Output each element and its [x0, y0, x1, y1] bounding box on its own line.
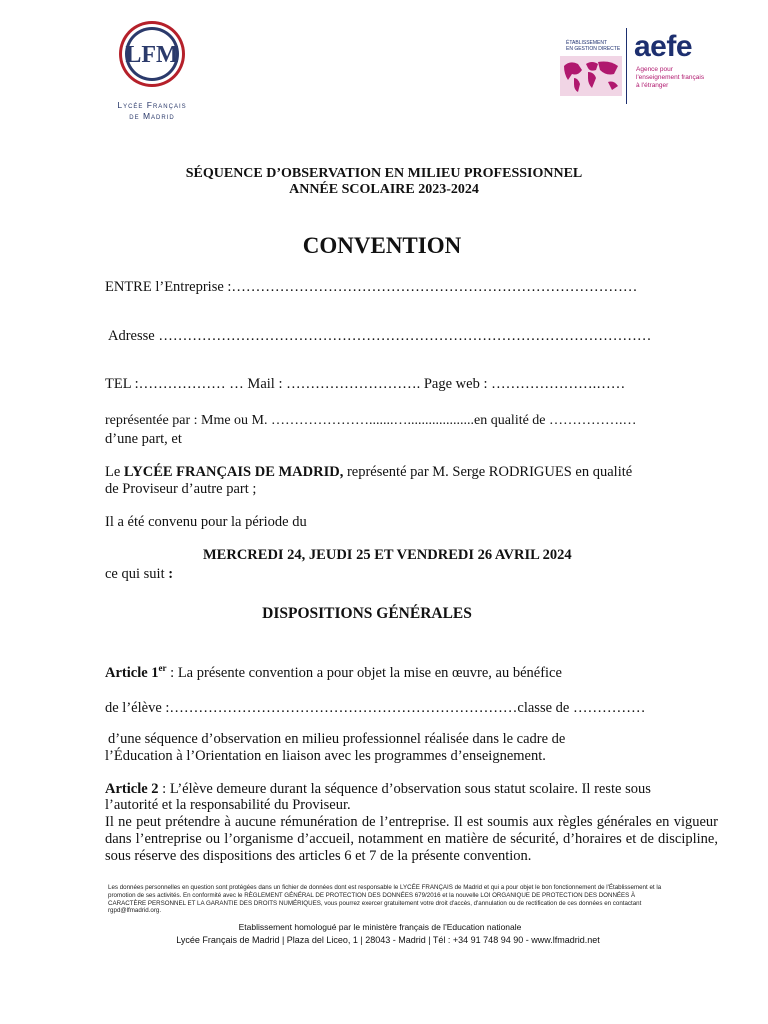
ce-qui-suit [105, 566, 173, 583]
aefe-desc-line1: Agence pour [636, 66, 673, 73]
lycee-rest: représenté par M. Serge RODRIGUES en qualité [343, 464, 633, 480]
representee-field: représentée par : Mme ou M. ………………….......…...................en qualité de …………….… [105, 413, 637, 428]
article-1-line [105, 665, 562, 682]
title-line1: SÉQUENCE D’OBSERVATION EN MILIEU PROFESSIONNEL [185, 166, 583, 181]
article-2-line1: : L’élève demeure durant la séquence d’observation sous statut scolaire. Il reste sous [158, 781, 651, 797]
article-2-label: Article 2 [105, 781, 159, 797]
lfm-name-line1: Lycée Français [117, 100, 187, 110]
aefe-desc-line3: à l'étranger [636, 82, 669, 89]
aefe-desc-line2: l'enseignement français [636, 74, 705, 81]
lycee-line [105, 464, 632, 481]
article-1-seq2: l’Éducation à l’Orientation en liaison avec les programmes d’enseignement. [105, 748, 546, 764]
article-2-line [105, 781, 651, 798]
aefe-brand: aefe [634, 30, 693, 63]
aefe-divider [626, 28, 627, 104]
title-line2: ANNÉE SCOLAIRE 2023-2024 [289, 182, 479, 197]
article-1-seq1: d’une séquence d’observation en milieu professionnel réalisée dans le cadre de [108, 731, 566, 747]
adresse-field: Adresse ………………………………………………………………………………………… [108, 328, 652, 344]
homologation-text: Etablissement homologué par le ministère français de l'Education nationale [238, 922, 522, 932]
world-map-icon [560, 56, 622, 96]
privacy-notice: Les données personnelles en question sont protégées dans un fichier de données dont est responsable le LYCÉE FRANÇAIS de Madrid et qui a pour objet le bon fonctionnement de l'Établissement et la promotion de ses activités. En conformité avec le RÈGLEMENT GÉNÉRAL DE PROTECTION DES DONNÉES 679/2016 et la nouvelle LOI ORGANIQUE DE PROTECTION DES DONNÉES À CARACTÈRE PERSONNEL ET LA GARANTIE DES DROITS NUMÉRIQUES, vous pourrez exercer gratuitement votre droit d'accès, d'annulation ou de rectification de ces données en contactant rgpd@lfmadrid.org. [108, 884, 662, 915]
dates-text: MERCREDI 24, JEUDI 25 ET VENDREDI 26 AVRIL 2024 [203, 547, 572, 563]
lfm-logo-letters: LFM [125, 42, 179, 68]
ce-qui-suit-text: ce qui suit [105, 566, 169, 582]
lycee-prefix: Le [105, 464, 124, 480]
lfm-name-line2: de Madrid [129, 111, 175, 121]
une-part-text: d’une part, et [105, 431, 182, 447]
page-title: CONVENTION [302, 233, 462, 258]
contact-field: TEL :……………… … Mail : ………………………. Page web : ………………….…… [105, 376, 626, 392]
entreprise-field: ENTRE l’Entreprise :………………………………………………………………………… [105, 279, 638, 295]
lfm-emblem-icon [106, 18, 206, 90]
aefe-logo [556, 26, 726, 106]
footer-address: Lycée Français de Madrid | Plaza del Liceo, 1 | 28043 - Madrid | Tél : +34 91 748 94 90 - www.lfmadrid.net [176, 935, 600, 945]
eleve-field: de l’élève :………………………………………………………………classe de …………… [105, 700, 646, 716]
article-2-paragraph: Il ne peut prétendre à aucune rémunération de l’entreprise. Il est soumis aux règles générales en vigueur dans l’entreprise ou l’organisme d’accueil, notamment en matière de sécurité, d’horaires et de discipline, sous réserve des dispositions des articles 6 et 7 de la présente convention. [105, 814, 718, 864]
article-1-label: Article 1 [105, 665, 159, 681]
aefe-tag-line2: EN GESTION DIRECTE [566, 46, 621, 52]
convenu-text: Il a été convenu pour la période du [105, 514, 307, 530]
article-1-text: : La présente convention a pour objet la mise en œuvre, au bénéfice [166, 665, 562, 681]
article-1-sup: er [158, 663, 167, 674]
section-heading: DISPOSITIONS GÉNÉRALES [262, 605, 472, 622]
aefe-tag-line1: ÉTABLISSEMENT [566, 40, 608, 46]
lfm-logo [106, 18, 206, 122]
lycee-line2: de Proviseur d’autre part ; [105, 481, 257, 497]
article-2-line2: l’autorité et la responsabilité du Proviseur. [105, 797, 351, 813]
ce-qui-suit-colon: : [168, 566, 174, 582]
lycee-name: LYCÉE FRANÇAIS DE MADRID, [123, 464, 344, 480]
